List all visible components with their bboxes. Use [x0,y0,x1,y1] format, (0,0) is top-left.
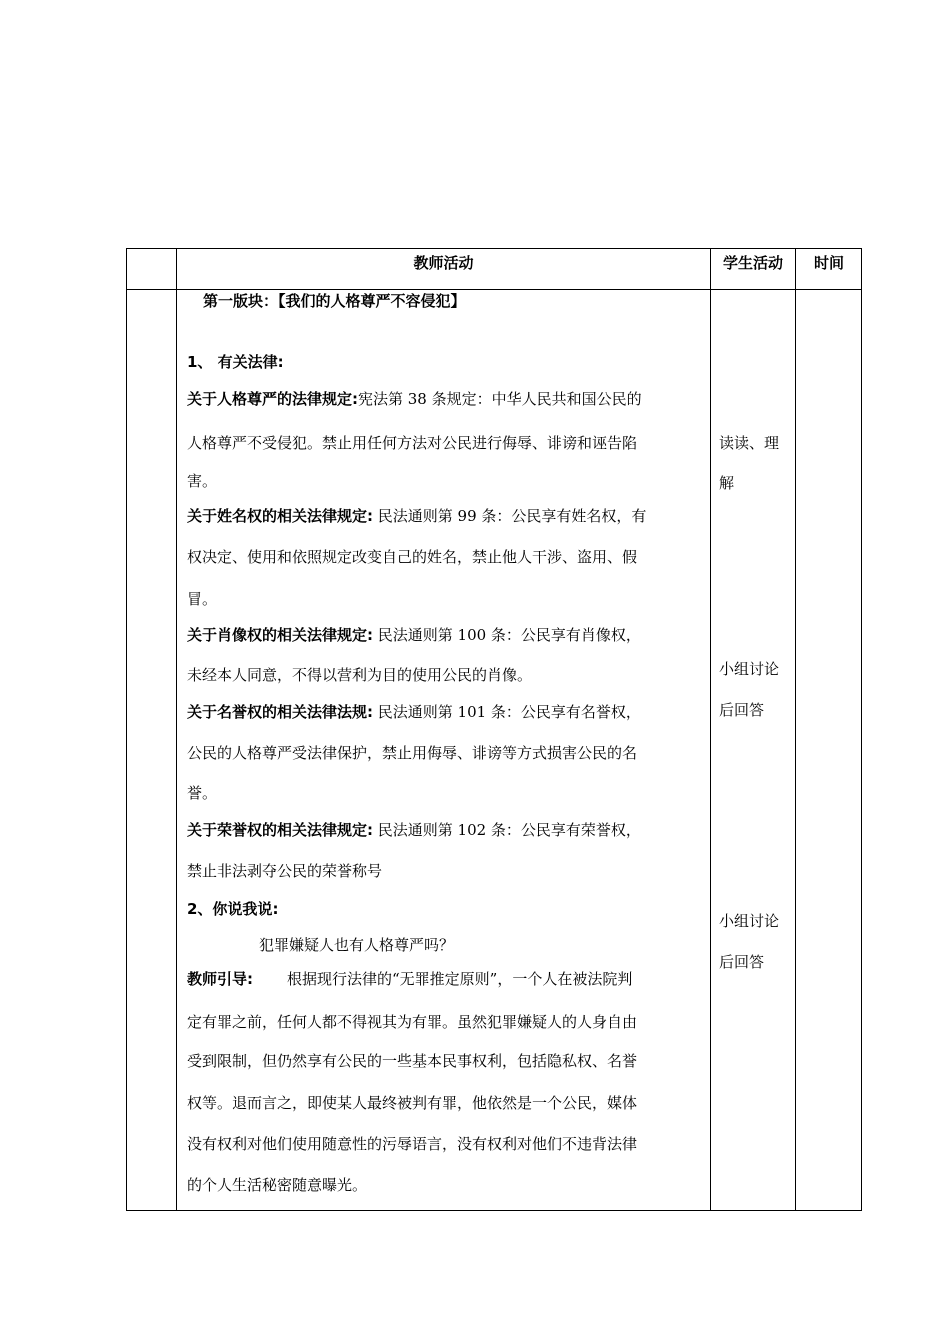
guide-line4: 权等。退而言之，即使某人最终被判有罪，他依然是一个公民，媒体 [187,1094,638,1112]
dignity-law-line1 [187,389,707,409]
dignity-law-line2: 人格尊严不受侵犯。禁止用任何方法对公民进行侮辱、诽谤和诬告陷 [187,434,638,452]
honor-label: 关于荣誉权的相关法律规定: [187,821,373,839]
name-law-line3: 冒。 [187,590,218,608]
student-activity-1-line1: 读读、理 [719,434,780,452]
portrait-label: 关于肖像权的相关法律规定: [187,626,373,644]
column-divider [795,249,796,1210]
student-activity-3-line1: 小组讨论 [719,912,780,930]
dignity-text: 宪法第 38 条规定：中华人民共和国公民的 [358,390,642,408]
section-title: 第一版块：【我们的人格尊严不容侵犯】 [203,292,466,310]
guide-line3: 受到限制，但仍然享有公民的一些基本民事权利，包括隐私权、名誉 [187,1052,638,1070]
header-divider [127,289,861,290]
portrait-law-line2: 未经本人同意，不得以营利为目的使用公民的肖像。 [187,666,533,684]
honor-law-line1 [187,820,707,840]
name-label: 关于姓名权的相关法律规定: [187,507,373,525]
reputation-text: 民法通则第 101 条：公民享有名誉权， [373,703,641,721]
reputation-label: 关于名誉权的相关法律法规: [187,703,373,721]
reputation-law-line2: 公民的人格尊严受法律保护，禁止用侮辱、诽谤等方式损害公民的名 [187,744,638,762]
reputation-law-line1 [187,702,707,722]
guide-line5: 没有权利对他们使用随意性的污辱语言，没有权利对他们不违背法律 [187,1135,638,1153]
guide-label: 教师引导: [187,970,253,988]
guide-line1 [187,969,707,989]
student-activity-2-line2: 后回答 [719,701,765,719]
guide-text: 根据现行法律的“无罪推定原则”，一个人在被法院判 [287,970,633,988]
reputation-law-line3: 誉。 [187,784,218,802]
student-activity-1-line2: 解 [719,474,735,492]
name-law-line1 [187,506,707,526]
header-teacher-activity: 教师活动 [413,254,474,272]
portrait-text: 民法通则第 100 条：公民享有肖像权， [373,626,641,644]
header-student-activity: 学生活动 [722,254,783,272]
student-activity-3-line2: 后回答 [719,953,765,971]
column-divider [710,249,711,1210]
lesson-plan-table [126,248,862,1211]
column-divider [176,249,177,1210]
student-activity-2-line1: 小组讨论 [719,660,780,678]
item1-heading: 1、 有关法律: [187,353,284,371]
name-law-line2: 权决定、使用和依照规定改变自己的姓名，禁止他人干涉、盗用、假 [187,548,638,566]
discussion-question: 犯罪嫌疑人也有人格尊严吗？ [259,936,455,954]
item2-heading: 2、你说我说: [187,900,279,918]
honor-law-line2: 禁止非法剥夺公民的荣誉称号 [187,862,383,880]
guide-line2: 定有罪之前，任何人都不得视其为有罪。虽然犯罪嫌疑人的人身自由 [187,1013,638,1031]
dignity-label: 关于人格尊严的法律规定: [187,390,358,408]
guide-line6: 的个人生活秘密随意曝光。 [187,1176,368,1194]
honor-text: 民法通则第 102 条：公民享有荣誉权， [373,821,641,839]
dignity-law-line3: 害。 [187,472,218,490]
header-time: 时间 [813,254,844,272]
portrait-law-line1 [187,625,707,645]
name-text: 民法通则第 99 条：公民享有姓名权，有 [373,507,647,525]
